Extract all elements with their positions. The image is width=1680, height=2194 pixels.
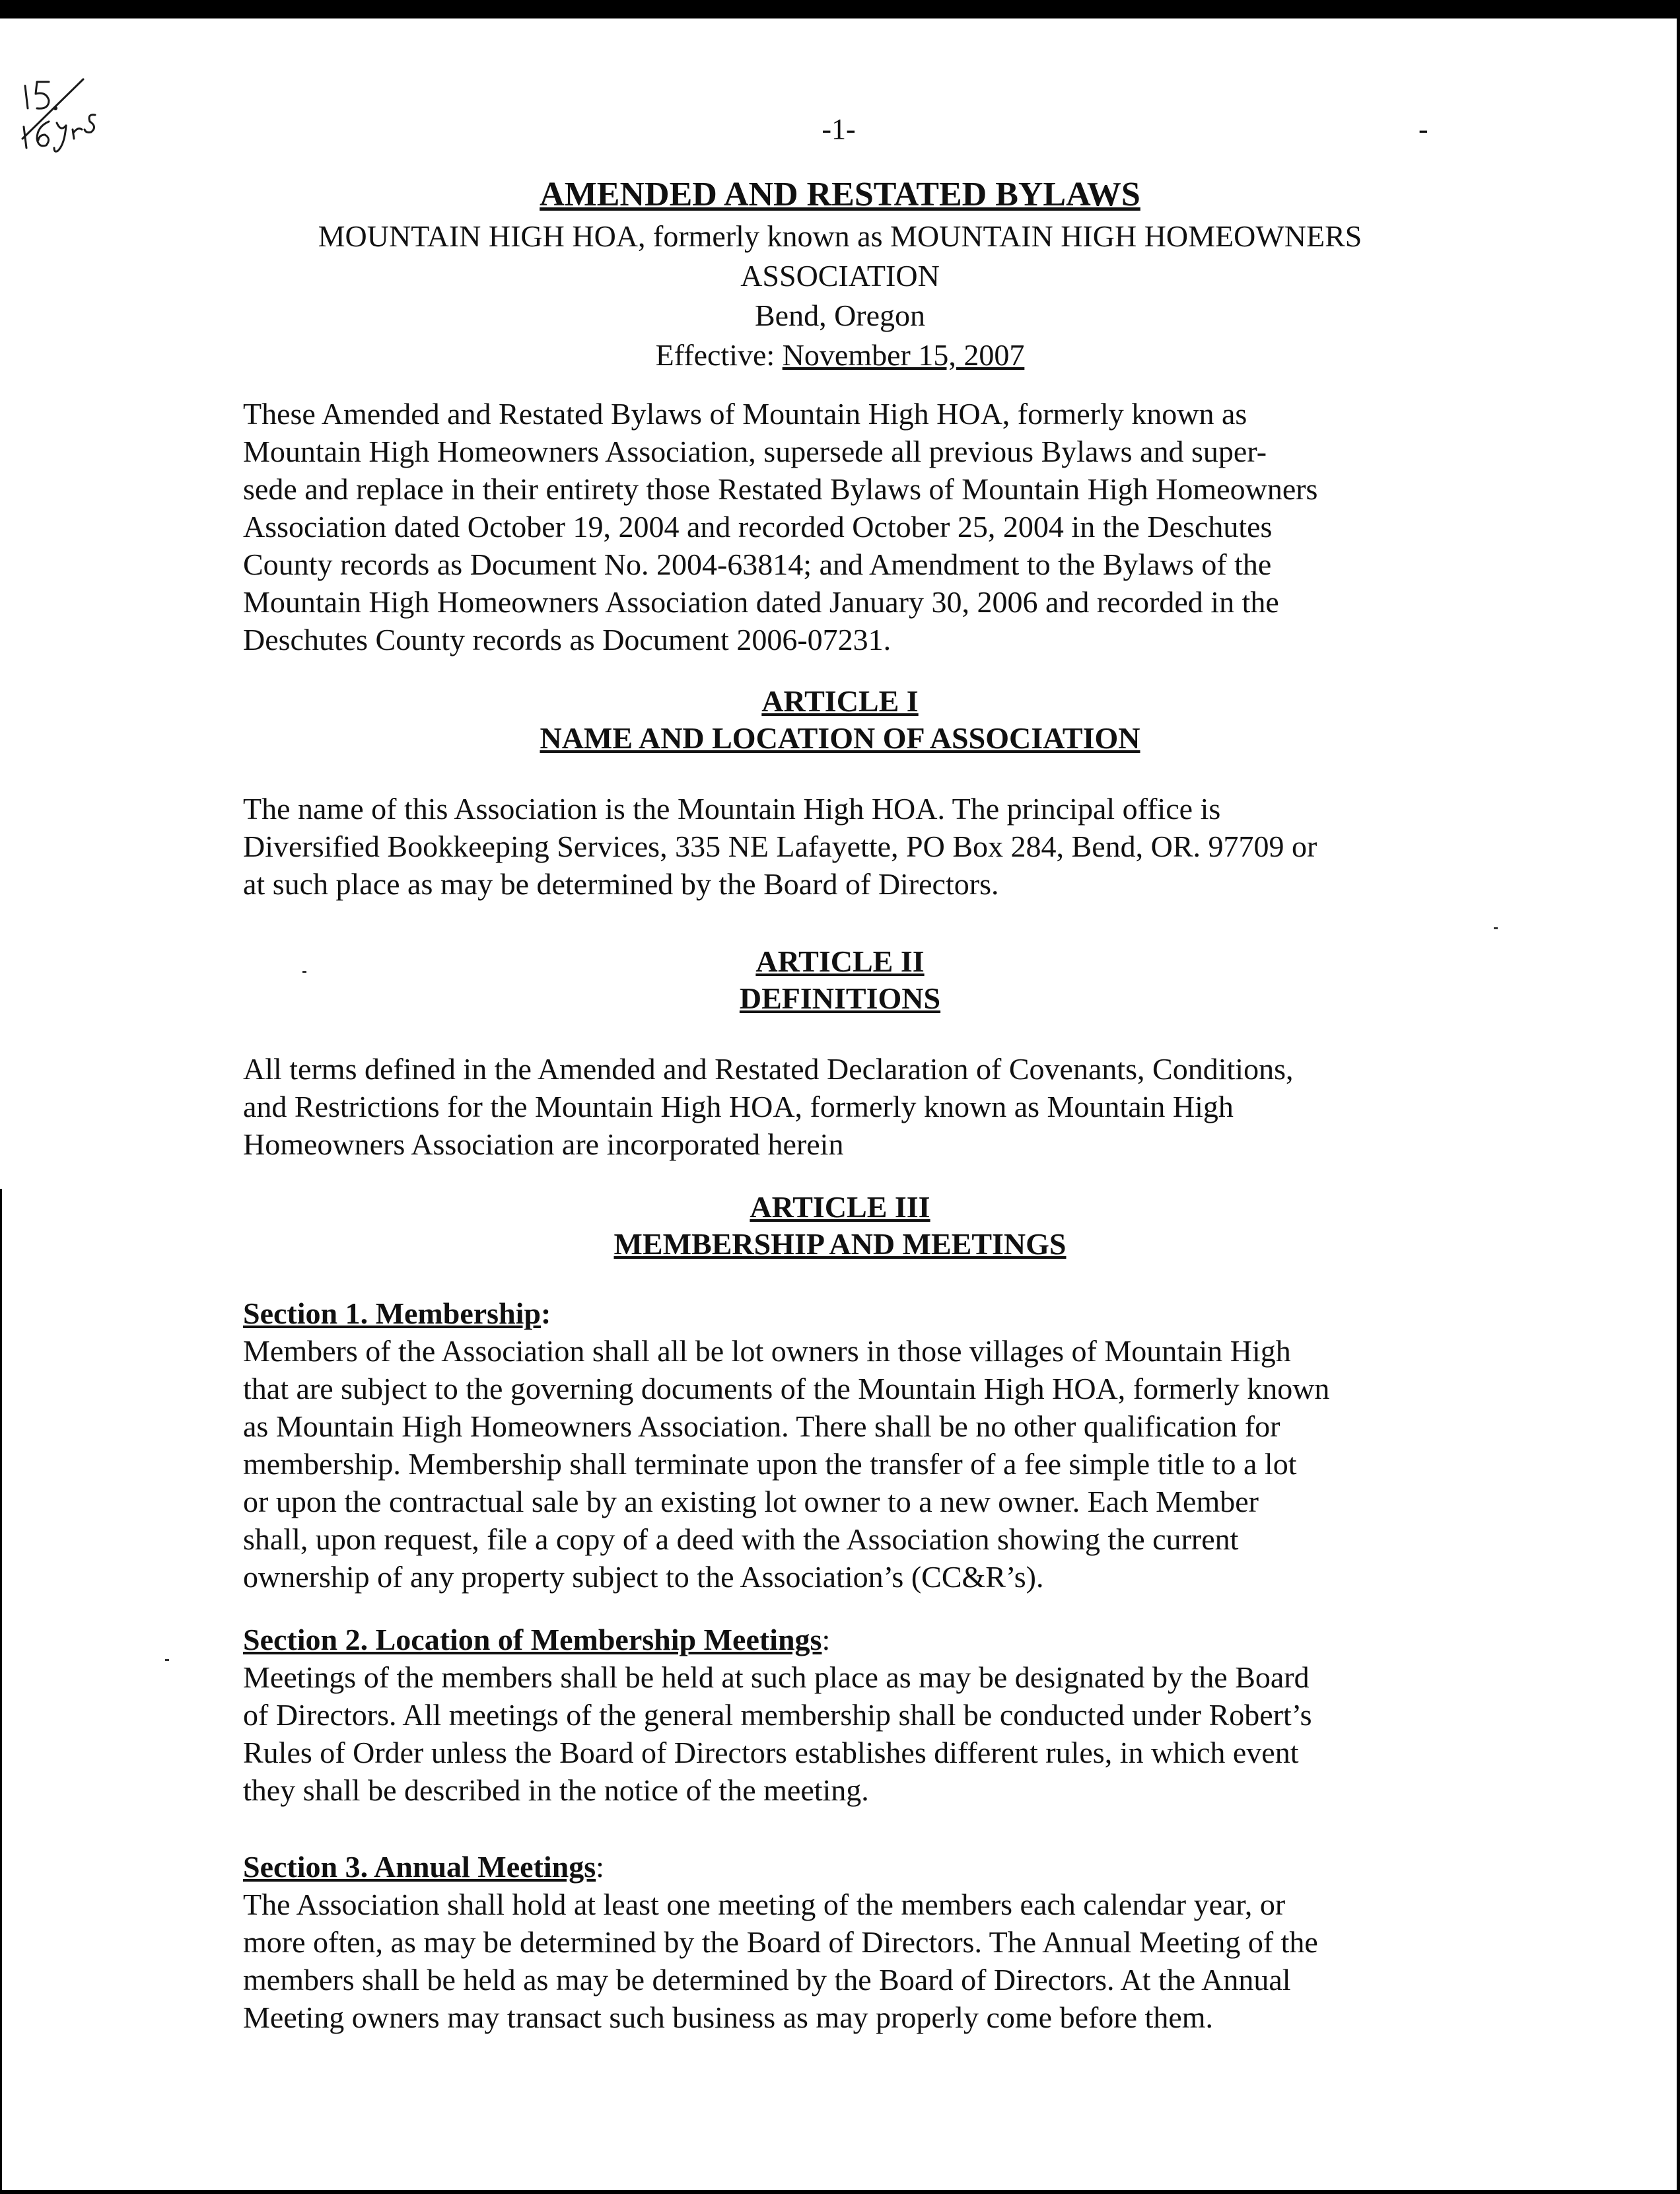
document-title: AMENDED AND RESTATED BYLAWS [540, 176, 1140, 213]
section-3-heading-line [243, 1848, 1452, 1886]
document-subtitle-line1: MOUNTAIN HIGH HOA, formerly known as MOUNTAIN HIGH HOMEOWNERS [318, 219, 1362, 253]
section-1-line: Members of the Association shall all be lot owners in those villages of Mountain High [243, 1334, 1291, 1368]
section-3-line: members shall be held as may be determined by the Board of Directors. At the Annual [243, 1963, 1291, 1997]
section-2-heading-colon: : [822, 1623, 831, 1656]
article-2-line: All terms defined in the Amended and Restated Declaration of Covenants, Conditions, [243, 1052, 1294, 1086]
intro-line: These Amended and Restated Bylaws of Mountain High HOA, formerly known as [243, 397, 1247, 431]
intro-line: County records as Document No. 2004-63814; and Amendment to the Bylaws of the [243, 548, 1272, 581]
effective-label: Effective: [655, 338, 783, 372]
section-2-heading: Section 2. Location of Membership Meetings [243, 1623, 822, 1656]
article-1-title: NAME AND LOCATION OF ASSOCIATION [540, 721, 1140, 755]
section-3-line: The Association shall hold at least one meeting of the members each calendar year, or [243, 1888, 1286, 1921]
article-1-line: The name of this Association is the Mountain High HOA. The principal office is [243, 792, 1221, 826]
section-3-heading: Section 3. Annual Meetings [243, 1850, 596, 1884]
document-header [198, 173, 1482, 375]
section-2 [243, 1621, 1452, 1809]
article-2-line: Homeowners Association are incorporated herein [243, 1127, 844, 1161]
section-1-line: as Mountain High Homeowners Association. There shall be no other qualification for [243, 1409, 1280, 1443]
section-3 [243, 1848, 1452, 2036]
article-1-line: Diversified Bookkeeping Services, 335 NE Lafayette, PO Box 284, Bend, OR. 97709 or [243, 830, 1317, 863]
section-1-line: shall, upon request, file a copy of a deed with the Association showing the current [243, 1522, 1239, 1556]
section-2-line: Rules of Order unless the Board of Directors establishes different rules, in which event [243, 1736, 1299, 1769]
section-3-line: Meeting owners may transact such business as may properly come before them. [243, 2000, 1214, 2034]
intro-line: Association dated October 19, 2004 and recorded October 25, 2004 in the Deschutes [243, 510, 1273, 544]
section-1-line: membership. Membership shall terminate upon the transfer of a fee simple title to a lot [243, 1447, 1297, 1481]
page-mark: - [1418, 113, 1428, 145]
section-1-heading: Section 1. Membership [243, 1296, 542, 1330]
section-1-line: ownership of any property subject to the Association’s (CC&R’s). [243, 1560, 1044, 1594]
scan-border-right [1677, 0, 1680, 2194]
article-2-number: ARTICLE II [755, 944, 925, 978]
section-3-line: more often, as may be determined by the Board of Directors. The Annual Meeting of the [243, 1925, 1318, 1959]
intro-line: sede and replace in their entirety those Restated Bylaws of Mountain High Homeowners [243, 472, 1318, 506]
page-number: -1- [822, 113, 856, 145]
article-3-title: MEMBERSHIP AND MEETINGS [613, 1227, 1067, 1261]
section-2-heading-line [243, 1621, 1452, 1658]
scan-border-left [0, 1189, 2, 2194]
section-2-line: Meetings of the members shall be held at such place as may be designated by the Board [243, 1660, 1310, 1694]
scan-speck [1494, 927, 1498, 929]
article-2-heading [198, 943, 1482, 1017]
article-2-paragraph [243, 1050, 1452, 1163]
scan-speck [165, 1659, 169, 1661]
scan-speck [302, 971, 306, 973]
section-1-heading-line [243, 1294, 1452, 1332]
article-1-line: at such place as may be determined by the Board of Directors. [243, 867, 999, 901]
article-3-heading [198, 1189, 1482, 1263]
section-1-line: that are subject to the governing documents of the Mountain High HOA, formerly known [243, 1372, 1330, 1405]
effective-date: November 15, 2007 [782, 338, 1025, 372]
section-2-line: of Directors. All meetings of the general membership shall be conducted under Robert’s [243, 1698, 1312, 1732]
intro-line: Mountain High Homeowners Association dated January 30, 2006 and recorded in the [243, 585, 1279, 619]
section-1-heading-colon: : [541, 1296, 551, 1330]
article-2-title: DEFINITIONS [739, 981, 941, 1015]
article-1-number: ARTICLE I [761, 684, 919, 718]
document-subtitle-line2: ASSOCIATION [740, 259, 940, 293]
article-1-heading [198, 683, 1482, 757]
effective-line [198, 336, 1482, 375]
section-1 [243, 1294, 1452, 1596]
intro-paragraph [243, 395, 1452, 658]
article-1-paragraph [243, 790, 1452, 903]
article-3-number: ARTICLE III [750, 1190, 930, 1224]
section-3-heading-colon: : [596, 1850, 604, 1884]
article-2-line: and Restrictions for the Mountain High HOA, formerly known as Mountain High [243, 1090, 1234, 1123]
intro-line: Mountain High Homeowners Association, supersede all previous Bylaws and super- [243, 435, 1267, 468]
section-2-line: they shall be described in the notice of the meeting. [243, 1773, 869, 1807]
scan-border-bottom [0, 2190, 1680, 2194]
document-location: Bend, Oregon [754, 299, 926, 332]
scan-border-top [0, 0, 1680, 18]
intro-line: Deschutes County records as Document 2006-07231. [243, 623, 892, 656]
section-1-line: or upon the contractual sale by an existing lot owner to a new owner. Each Member [243, 1485, 1259, 1518]
handwritten-annotation [17, 66, 129, 165]
